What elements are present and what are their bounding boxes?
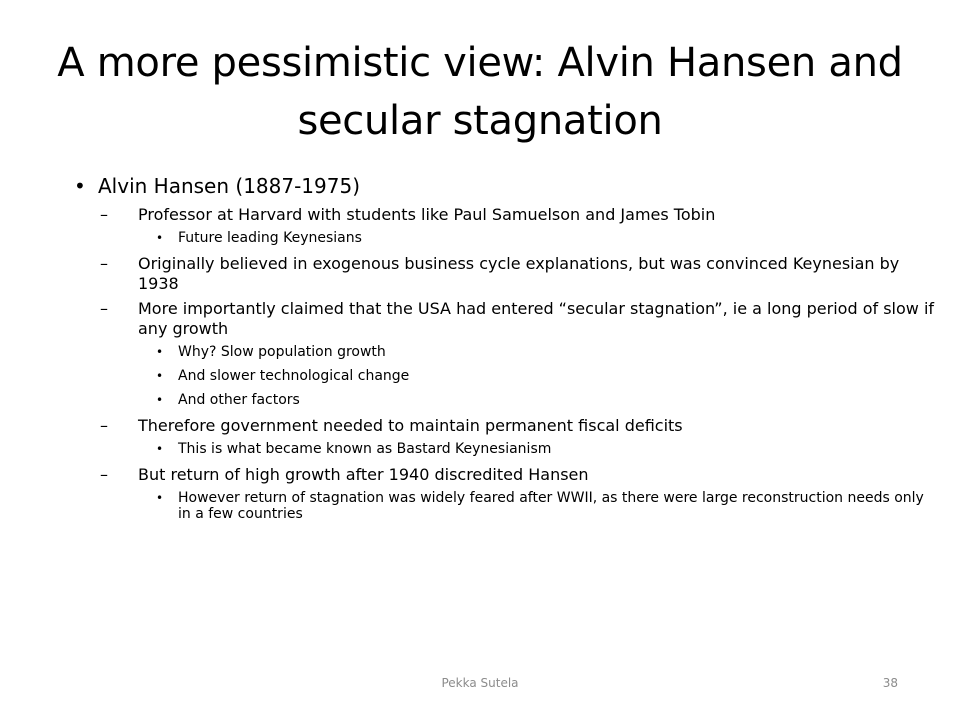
bullet-text: And slower technological change xyxy=(178,368,410,384)
bullet-text: Professor at Harvard with students like Paul Samuelson and James Tobin xyxy=(138,205,716,224)
bullet-marker: • xyxy=(156,231,164,245)
bullet-marker: • xyxy=(156,442,164,456)
bullet-text: This is what became known as Bastard Keynesianism xyxy=(178,441,552,457)
slide-title: A more pessimistic view: Alvin Hansen and secular stagnation xyxy=(57,40,903,144)
bullet-item xyxy=(74,416,934,436)
bullet-marker: • xyxy=(156,393,164,407)
bullet-marker: • xyxy=(156,369,164,383)
bullet-marker: • xyxy=(156,491,164,505)
dash-marker: – xyxy=(100,254,108,273)
bullet-text: More importantly claimed that the USA had entered “secular stagnation”, ie a long period of slow if any growth xyxy=(138,299,935,338)
bullet-text: Why? Slow population growth xyxy=(178,344,386,360)
bullet-item xyxy=(74,441,934,457)
slide-body xyxy=(74,174,934,530)
dash-marker: – xyxy=(100,416,108,435)
bullet-item xyxy=(74,392,934,408)
dash-marker: – xyxy=(100,465,108,484)
bullet-item xyxy=(74,174,934,199)
bullet-text: Therefore government needed to maintain permanent fiscal deficits xyxy=(138,416,683,435)
bullet-marker: • xyxy=(156,345,164,359)
dash-marker: – xyxy=(100,299,108,318)
slide-number: 38 xyxy=(882,676,898,690)
bullet-item xyxy=(74,465,934,485)
bullet-text: Originally believed in exogenous business cycle explanations, but was convinced Keynesian by 1938 xyxy=(138,254,900,293)
bullet-marker: • xyxy=(74,174,86,198)
bullet-item xyxy=(74,344,934,360)
bullet-item xyxy=(74,254,934,294)
bullet-text: But return of high growth after 1940 discredited Hansen xyxy=(138,465,589,484)
footer-author: Pekka Sutela xyxy=(441,676,519,690)
bullet-item xyxy=(74,490,934,522)
bullet-text: However return of stagnation was widely feared after WWII, as there were large reconstruction needs only in a few countries xyxy=(178,490,924,522)
bullet-item xyxy=(74,230,934,246)
dash-marker: – xyxy=(100,205,108,224)
bullet-text: Alvin Hansen (1887-1975) xyxy=(98,174,361,198)
bullet-item xyxy=(74,368,934,384)
bullet-item xyxy=(74,205,934,225)
bullet-item xyxy=(74,299,934,339)
bullet-text: And other factors xyxy=(178,392,300,408)
bullet-text: Future leading Keynesians xyxy=(178,230,362,246)
